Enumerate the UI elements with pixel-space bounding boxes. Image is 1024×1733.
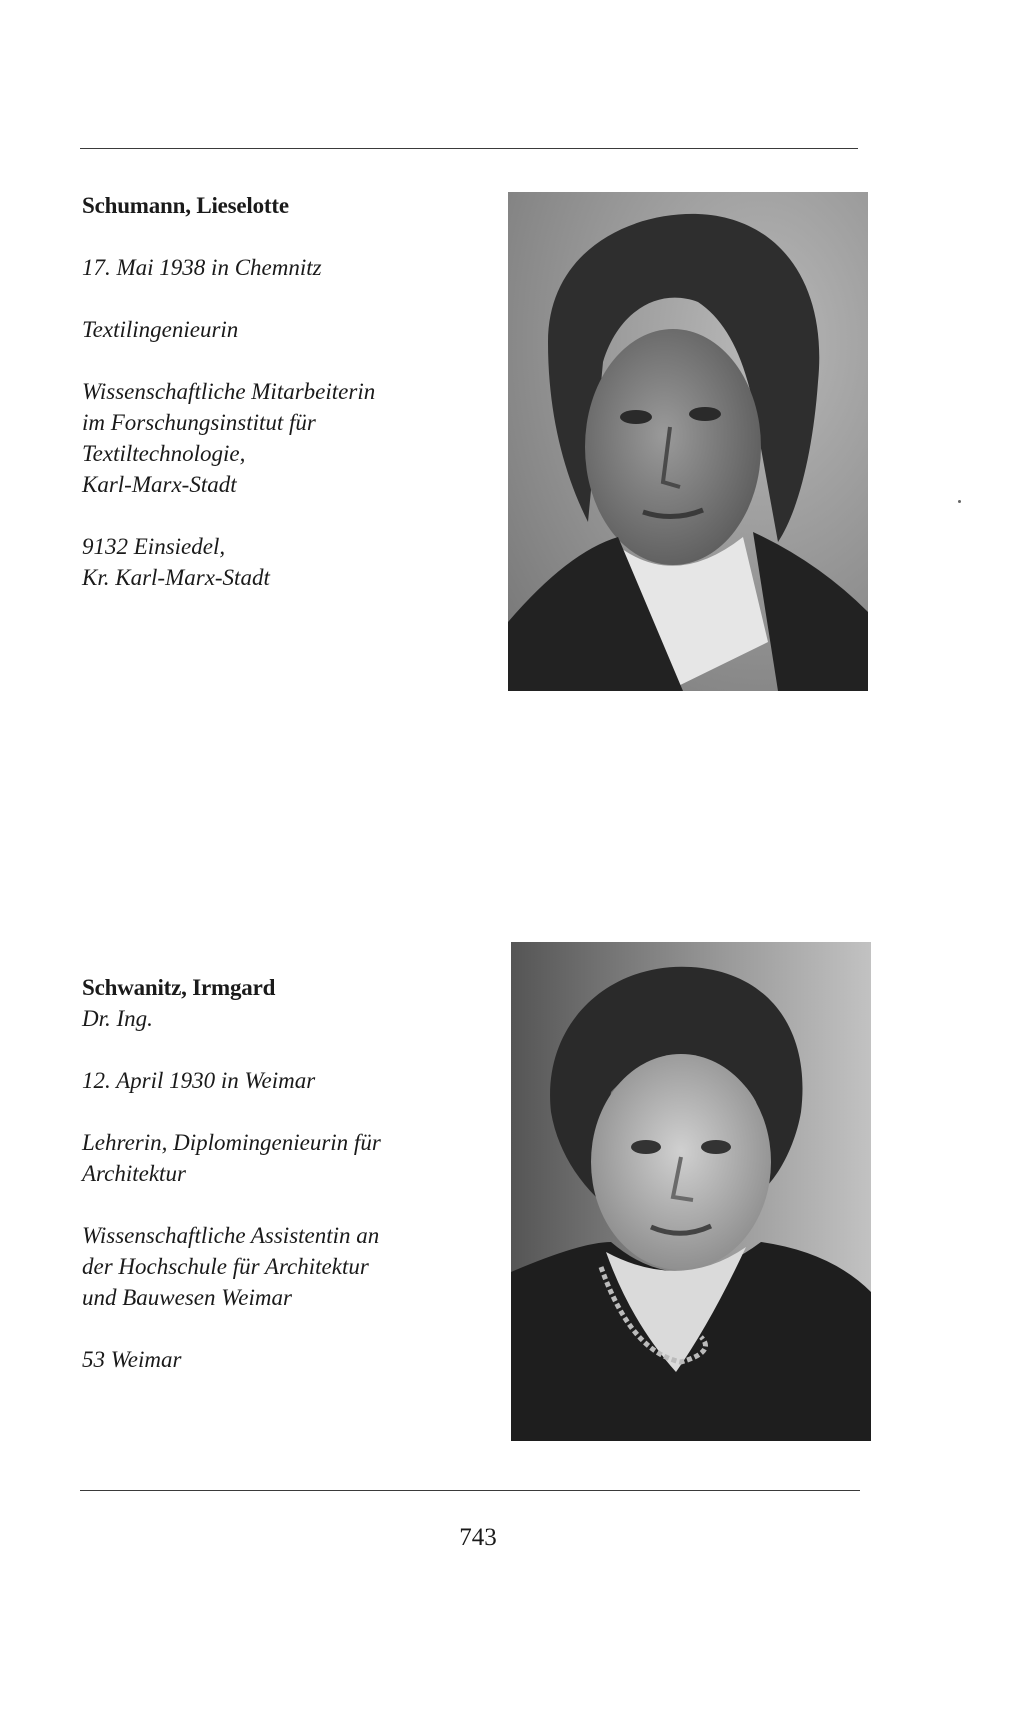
top-rule — [80, 148, 858, 149]
entry-profession: Textilingenieurin — [82, 317, 239, 342]
entry-profession-line: Lehrerin, Diplomingenieurin für — [82, 1130, 381, 1155]
entry-name: Schwanitz, Irmgard — [82, 975, 276, 1000]
entry-position-line: im Forschungsinstitut für — [82, 410, 316, 435]
entry-birth: 17. Mai 1938 in Chemnitz — [82, 255, 322, 280]
scan-speck — [958, 500, 961, 503]
entry-birth: 12. April 1930 in Weimar — [82, 1068, 316, 1093]
entry-address-line: 9132 Einsiedel, — [82, 534, 226, 559]
entry-address-line: Kr. Karl-Marx-Stadt — [82, 565, 270, 590]
entry-position-line: Wissenschaftliche Mitarbeiterin — [82, 379, 376, 404]
entry-position-line: Karl-Marx-Stadt — [82, 472, 237, 497]
entry-schwanitz — [82, 972, 482, 1375]
entry-name: Schumann, Lieselotte — [82, 193, 289, 218]
portrait-photo-schwanitz — [511, 942, 871, 1441]
entry-schumann — [82, 190, 482, 593]
entry-position-line: und Bauwesen Weimar — [82, 1285, 292, 1310]
entry-position-line: der Hochschule für Architektur — [82, 1254, 369, 1279]
entry-title: Dr. Ing. — [82, 1006, 153, 1031]
bottom-rule — [80, 1490, 860, 1491]
entry-profession-line: Architektur — [82, 1161, 186, 1186]
entry-address-line: 53 Weimar — [82, 1347, 182, 1372]
entry-position-line: Wissenschaftliche Assistentin an — [82, 1223, 380, 1248]
portrait-photo-schumann — [508, 192, 868, 691]
page-number: 743 — [459, 1524, 497, 1551]
entry-position-line: Textiltechnologie, — [82, 441, 246, 466]
